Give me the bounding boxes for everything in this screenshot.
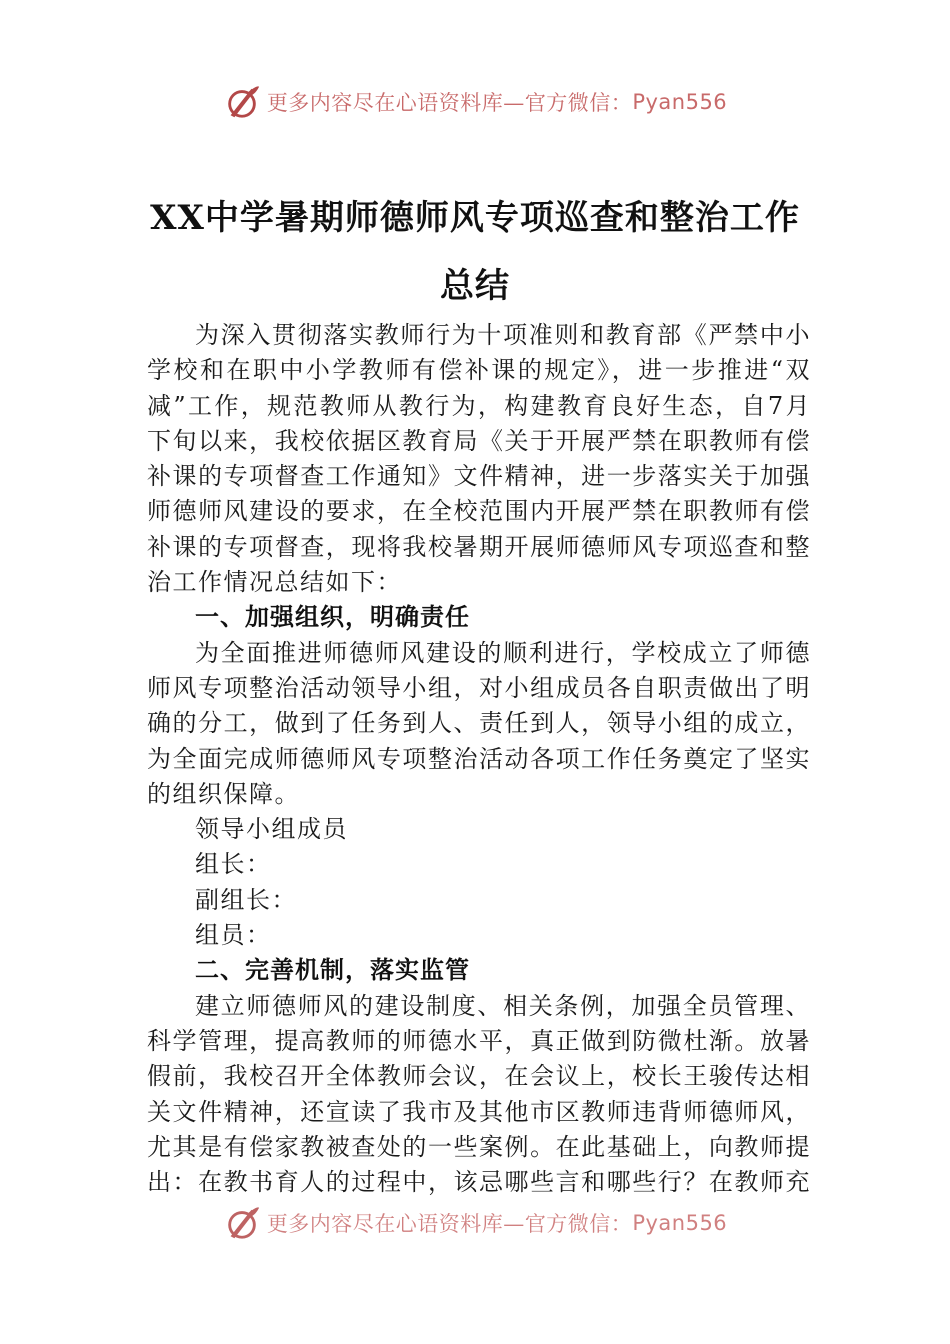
section-2-paragraph: 建立师德师风的建设制度、相关条例，加强全员管理、科学管理，提高教师的师德水平，真正做到防微杜渐。放暑假前，我校召开全体教师会议，在会议上，校长王骏传达相关文件精神，还宣读了我市及其他市区教师违背师德师风，尤其是有偿家教被查处的一些案例。在此基础上，向教师提出：在教书育人的过程中，该忌哪些言和哪些行？在教师充 [147, 991, 811, 1197]
watermark-text: 更多内容尽在心语资料库— [266, 91, 525, 115]
quill-logo-icon [223, 83, 261, 121]
section-2-clip [147, 989, 811, 1201]
wechat-id: Pyan556 [632, 90, 728, 114]
quill-logo-icon [223, 1204, 261, 1242]
document-title-line1: XX中学暑期师德师风专项巡查和整治工作 [150, 198, 800, 238]
leader-line: 组长： [195, 850, 272, 879]
member-line: 组员： [195, 921, 272, 950]
header-watermark [0, 82, 950, 122]
wechat-label: 官方微信： [524, 1212, 633, 1236]
document-title-line2: 总结 [440, 266, 510, 306]
intro-paragraph: 为深入贯彻落实教师行为十项准则和教育部《严禁中小学校和在职中小学教师有偿补课的规定》，进一步推进“双减”工作，规范教师从教行为，构建教育良好生态，自7月下旬以来，我校依据区教育局《关于开展严禁在职教师有偿补课的专项督查工作通知》文件精神，进一步落实关于加强师德师风建设的要求，在全校范围内开展严禁在职教师有偿补课的专项督查，现将我校暑期开展师德师风专项巡查和整治工作情况总结如下： [147, 321, 811, 597]
document-body [147, 318, 811, 1201]
wechat-label: 官方微信： [524, 91, 633, 115]
section-heading-1: 一、加强组织，明确责任 [195, 603, 470, 632]
section-1-paragraph: 为全面推进师德师风建设的顺利进行，学校成立了师德师风专项整治活动领导小组，对小组成员各自职责做出了明确的分工，做到了任务到人、责任到人，领导小组的成立，为全面完成师德师风专项整治活动各项工作任务奠定了坚实的组织保障。 [147, 638, 811, 808]
watermark-text: 更多内容尽在心语资料库— [266, 1212, 525, 1236]
section-heading-2: 二、完善机制，落实监管 [195, 956, 470, 985]
vice-leader-line: 副组长： [195, 885, 297, 914]
footer-watermark [0, 1203, 950, 1243]
members-title: 领导小组成员 [195, 815, 348, 844]
wechat-id: Pyan556 [632, 1211, 728, 1235]
